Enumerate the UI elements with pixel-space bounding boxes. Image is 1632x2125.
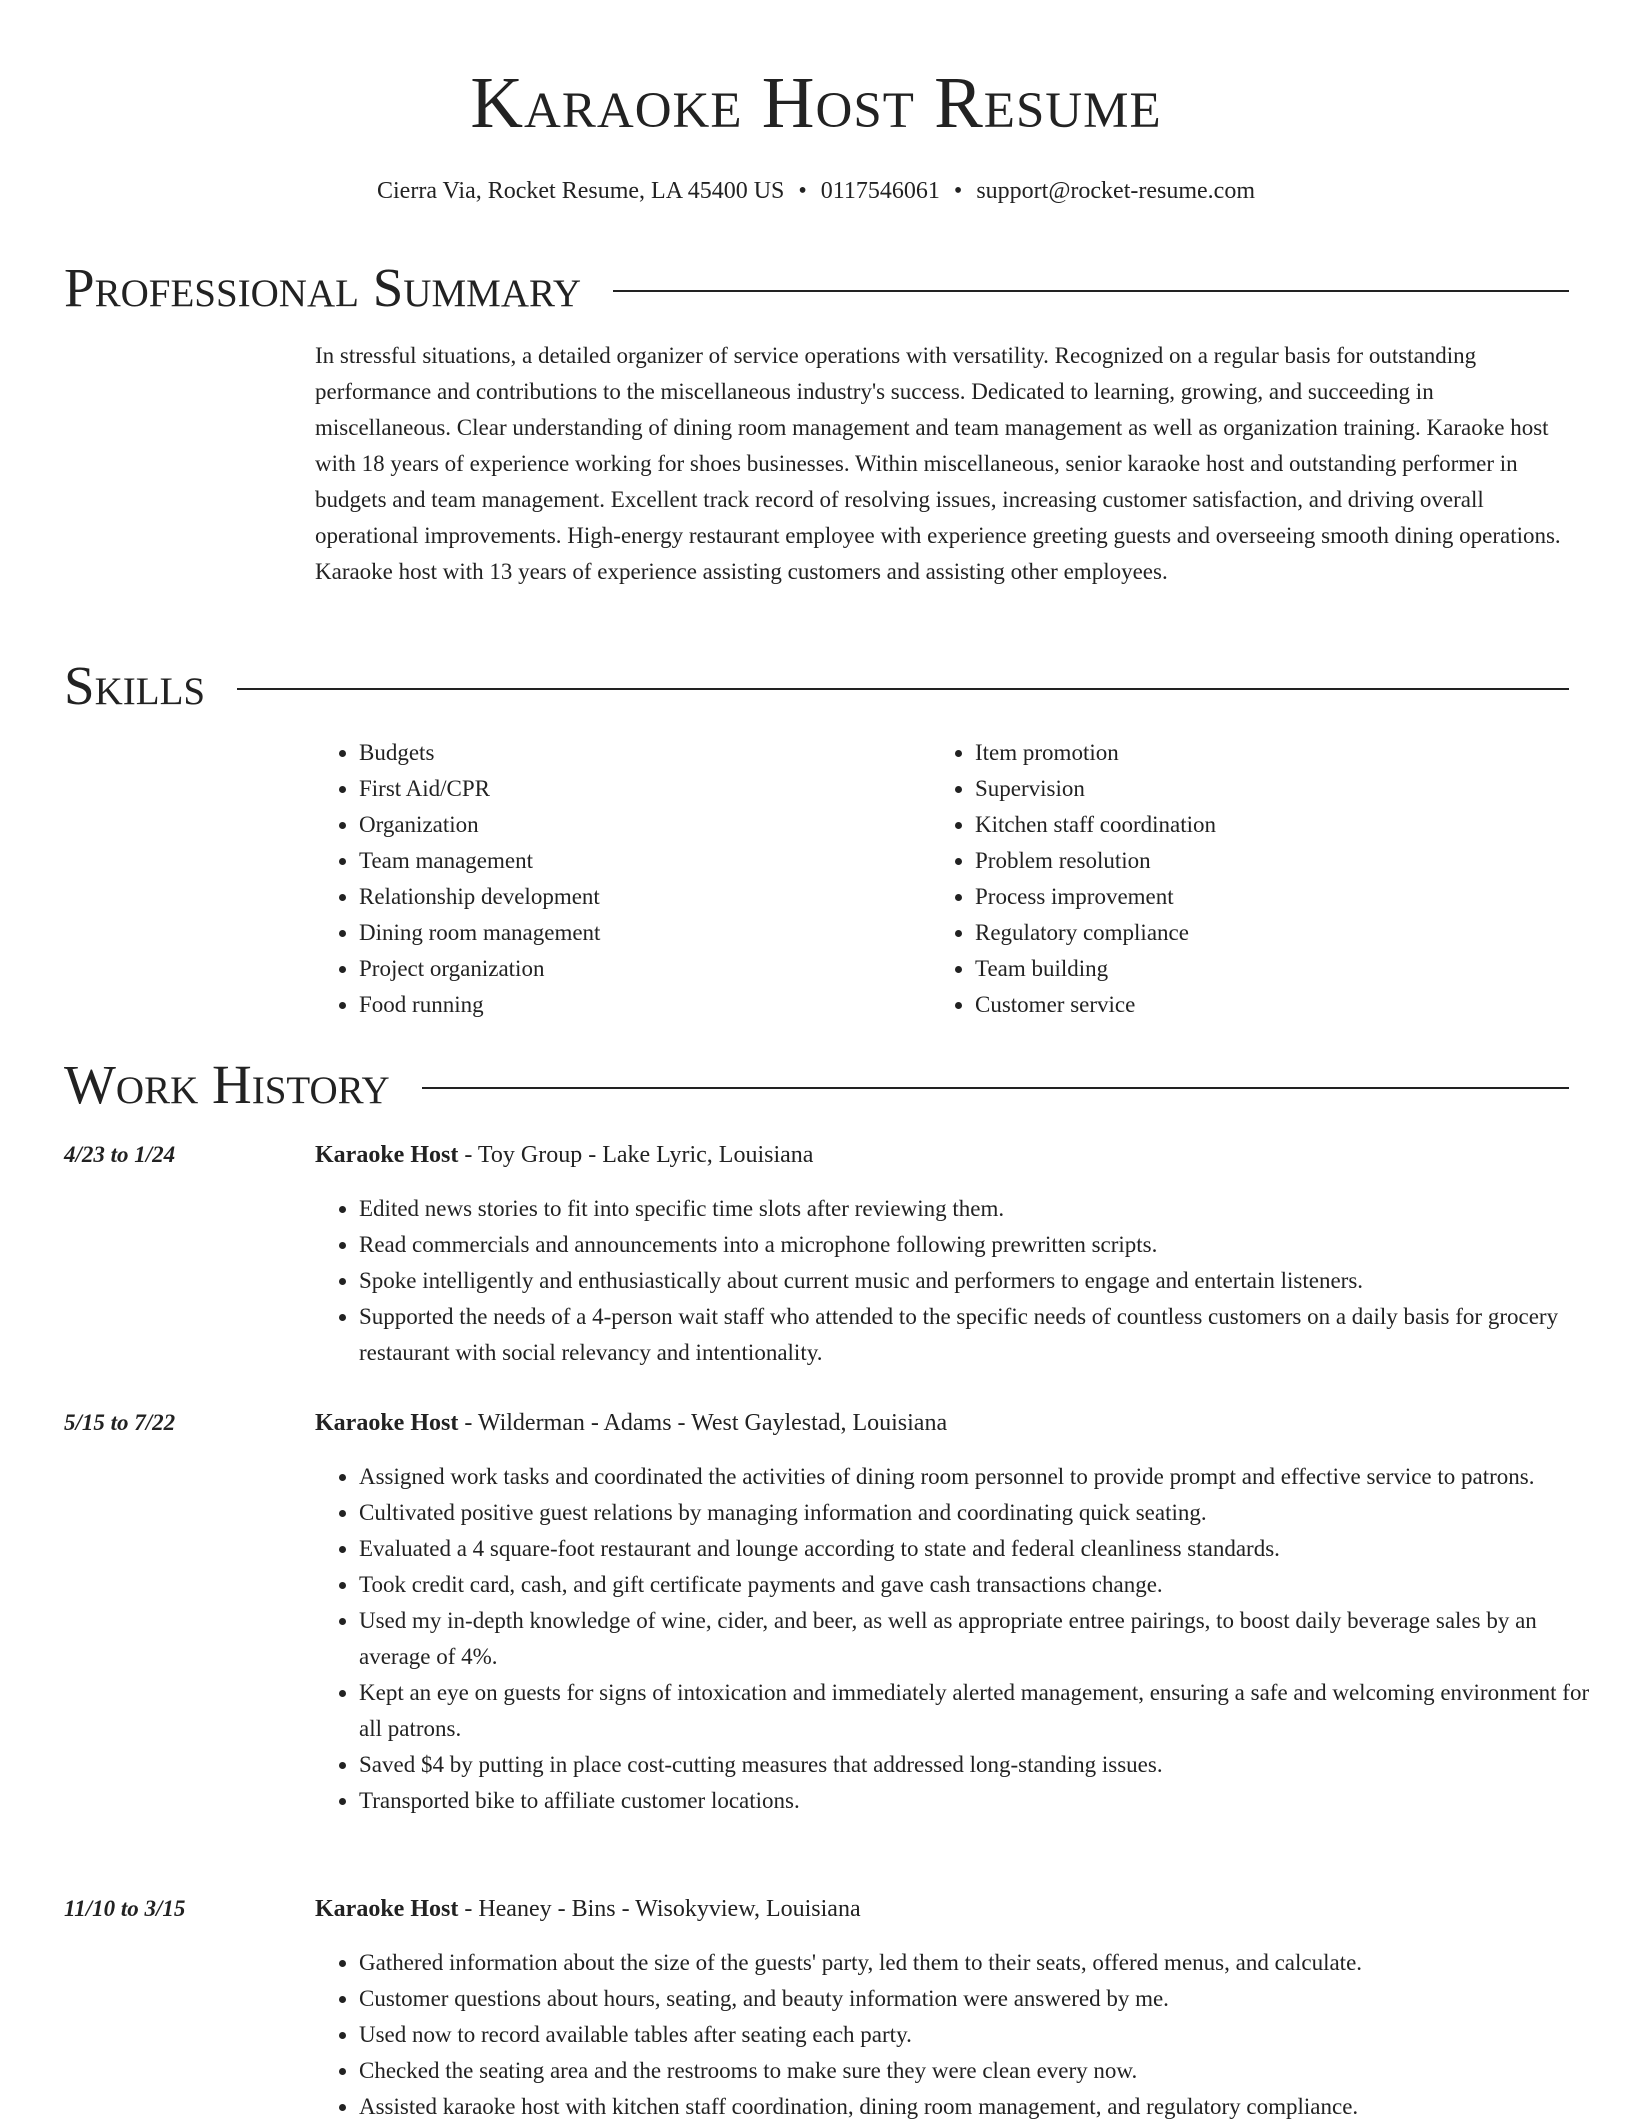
job-bullet: • Assisted karaoke host with kitchen staff coordination, dining room management, and regulatory compliance. [359,2089,1614,2125]
skill-item: • Organization [359,807,959,843]
skill-item: • Food running [359,987,959,1023]
skill-item: • Customer service [975,987,1595,1023]
job-details: - Toy Group - Lake Lyric, Louisiana [458,1142,814,1168]
section-divider [237,688,1569,690]
contact-phone: 0117546061 [820,178,940,204]
job-bullet-list [315,1459,1614,1819]
job-bullet: • Took credit card, cash, and gift certificate payments and gave cash transactions change. [359,1567,1614,1603]
job-role: Karaoke Host [315,1142,459,1168]
job-heading [315,1137,813,1173]
job-bullet: • Checked the seating area and the restrooms to make sure they were clean every now. [359,2053,1614,2089]
job-dates: 11/10 to 3/15 [64,1896,186,1921]
skill-item: • Budgets [359,735,959,771]
job-details: - Wilderman - Adams - West Gaylestad, Louisiana [458,1410,948,1436]
job-heading [315,1405,947,1441]
job-dates: 5/15 to 7/22 [64,1410,176,1435]
summary-text: In stressful situations, a detailed organizer of service operations with versatility. Recognized on a regular basis for outstanding performance and contributions to the miscellaneous industry's success. Dedicated to learning, growing, and succeeding in miscellaneous. Clear understanding of dining room management and team management as well as organization training. Karaoke host with 18 years of experience working for shoes businesses. Within miscellaneous, senior karaoke host and outstanding performer in budgets and team management. Excellent track record of resolving issues, increasing customer satisfaction, and driving overall operational improvements. High-energy restaurant employee with experience greeting guests and overseeing smooth dining operations. Karaoke host with 13 years of experience assisting customers and assisting other employees. [315,343,1561,584]
section-divider [613,290,1569,292]
job-bullet: • Edited news stories to fit into specific time slots after reviewing them. [359,1191,1614,1227]
job-bullet: • Kept an eye on guests for signs of intoxication and immediately alerted management, ensuring a safe and welcoming environment for all patrons. [359,1675,1614,1747]
skill-item: • Project organization [359,951,959,987]
job-bullet: • Used now to record available tables after seating each party. [359,2017,1614,2053]
skill-item: • Kitchen staff coordination [975,807,1595,843]
job-bullet: • Transported bike to affiliate customer locations. [359,1783,1614,1819]
job-dates: 4/23 to 1/24 [64,1142,176,1167]
contact-address: Cierra Via, Rocket Resume, LA 45400 US [377,178,785,204]
skill-item: • First Aid/CPR [359,771,959,807]
job-details: - Heaney - Bins - Wisokyview, Louisiana [458,1896,861,1922]
job-role: Karaoke Host [315,1410,459,1436]
skill-item: • Process improvement [975,879,1595,915]
skill-item: • Item promotion [975,735,1595,771]
skill-item: • Supervision [975,771,1595,807]
job-bullet: • Read commercials and announcements into a microphone following prewritten scripts. [359,1227,1614,1263]
job-role: Karaoke Host [315,1896,459,1922]
section-divider [422,1087,1569,1089]
job-bullet: • Assigned work tasks and coordinated the activities of dining room personnel to provide prompt and effective service to patrons. [359,1459,1614,1495]
skill-item: • Team building [975,951,1595,987]
job-bullet: • Gathered information about the size of the guests' party, led them to their seats, offered menus, and calculate. [359,1945,1614,1981]
contact-separator: • [798,178,807,204]
job-bullet-list [315,1191,1614,1371]
job-bullet: • Evaluated a 4 square-foot restaurant and lounge according to state and federal cleanliness standards. [359,1531,1614,1567]
contact-line [0,174,1632,208]
summary-heading: Professional Summary [64,257,582,318]
skill-item: • Regulatory compliance [975,915,1595,951]
work-section-header [64,1053,1569,1117]
job-heading [315,1891,861,1927]
job-bullet: • Customer questions about hours, seating, and beauty information were answered by me. [359,1981,1614,2017]
skills-heading: Skills [64,655,206,716]
job-bullet: • Used my in-depth knowledge of wine, cider, and beer, as well as appropriate entree pairings, to boost daily beverage sales by an average of 4%. [359,1603,1614,1675]
contact-email[interactable]: support@rocket-resume.com [976,178,1255,204]
work-heading: Work History [64,1054,390,1115]
job-bullet: • Spoke intelligently and enthusiastically about current music and performers to engage and entertain listeners. [359,1263,1614,1299]
skills-list-right [931,735,1595,1023]
skill-item: • Relationship development [359,879,959,915]
job-bullet: • Cultivated positive guest relations by managing information and coordinating quick seating. [359,1495,1614,1531]
skill-item: • Team management [359,843,959,879]
skills-list-left [315,735,959,1023]
resume-title: Karaoke Host Resume [470,62,1162,143]
job-bullet-list [315,1945,1614,2125]
skill-item: • Problem resolution [975,843,1595,879]
job-bullet: • Supported the needs of a 4-person wait staff who attended to the specific needs of countless customers on a daily basis for grocery restaurant with social relevancy and intentionality. [359,1299,1614,1371]
contact-separator: • [953,178,963,204]
summary-section-header [64,256,1569,320]
skill-item: • Dining room management [359,915,959,951]
skills-section-header [64,654,1569,718]
job-bullet: • Saved $4 by putting in place cost-cutting measures that addressed long-standing issues. [359,1747,1614,1783]
